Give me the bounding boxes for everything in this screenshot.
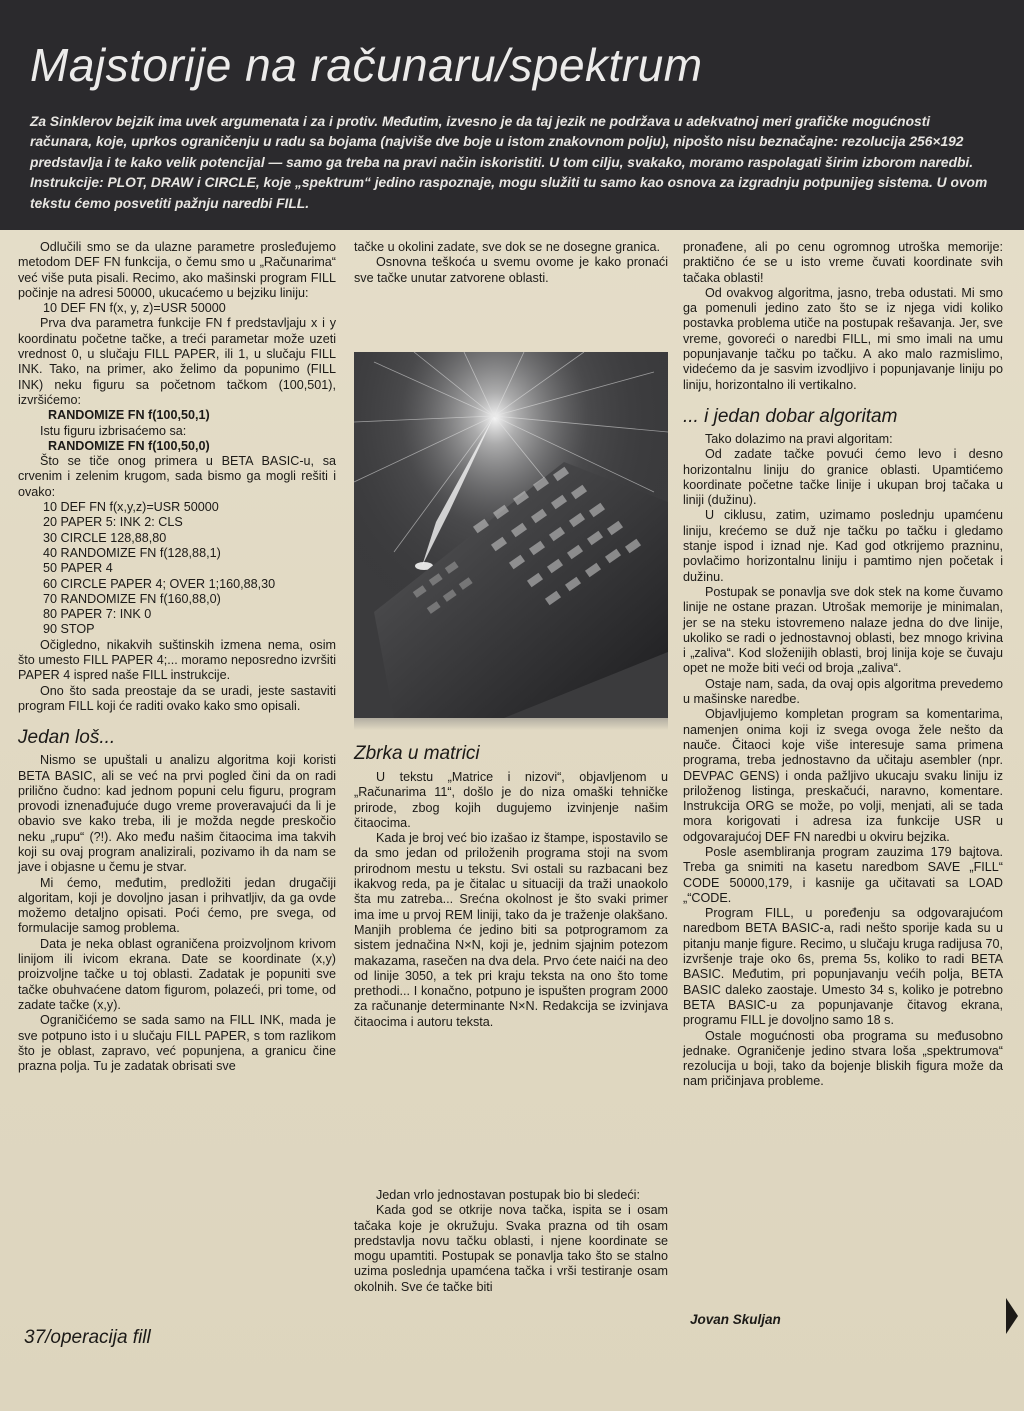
- paragraph: Prva dva parametra funkcije FN f predstavljaju x i y koordinatu početne tačke, a treći parametar može uzeti vrednost 0, u slučaju FILL PAPER, ili 1, u slučaju FILL INK. Tako, na primer, ako želimo da popunimo (FILL INK) neku figuru sa početnom tačkom (100,501), izvršićemo:: [18, 316, 336, 407]
- paragraph: pronađene, ali po cenu ogromnog utroška memorije: praktično će se u isto vreme čuvati koordinate svih tačaka oblasti!: [683, 240, 1003, 285]
- page-number: 37/operacija fill: [24, 1327, 151, 1348]
- author-signature: Jovan Skuljan: [690, 1312, 781, 1327]
- paragraph: Od zadate tačke povući ćemo levo i desno horizontalnu liniju do granice oblasti. Upamtićemo koordinate početne tačke linije i ukupan broj tačaka u liniji (dužinu).: [683, 447, 1003, 508]
- column-2-bottom: [354, 1188, 668, 1295]
- code-line: 10 DEF FN f(x, y, z)=USR 50000: [43, 301, 226, 316]
- subheading: ... i jedan dobar algoritam: [683, 405, 898, 427]
- paragraph: Data je neka oblast ograničena proizvoljnom krivom linijom ili ivicom ekrana. Date se koordinate (x,y) proizvoljne tačke u toj oblasti. Zadatak je popuniti sve tačke obuhvaćene datom figurom, polazeći, pri tome, od zadate tačke (x,y).: [18, 936, 336, 1012]
- listing-line: 10 DEF FN f(x,y,z)=USR 50000: [43, 500, 219, 515]
- paragraph: Ograničićemo se sada samo na FILL INK, mada je sve potpuno isto i u slučaju FILL PAPER, s tom razlikom što je oblast, zapravo, već popunjena, a granicu čine prazna polja. Tu je zadatak obrisati sve: [18, 1013, 336, 1074]
- paragraph: Tako dolazimo na pravi algoritam:: [705, 431, 893, 446]
- paragraph: Nismo se upuštali u analizu algoritma koji koristi BETA BASIC, ali se već na prvi pogled čini da on radi prilično čudno: kad jednom popuni celu figuru, program provodi iznenađujuće dugo vreme proveravajući da li je obavio sve kako treba, ili je možda negde preskočio neku „rupu“ (?!). Ako među našim čitaocima ima takvih koji su ovaj program analizirali, pozivamo ih da nam se jave i objasne u čemu je stvar.: [18, 753, 336, 875]
- listing-line: 60 CIRCLE PAPER 4; OVER 1;160,88,30: [43, 576, 276, 591]
- code-line: RANDOMIZE FN f(100,50,1): [48, 408, 210, 423]
- paragraph: U ciklusu, zatim, uzimamo poslednju upamćenu liniju, krećemo se duž nje tačku po tačku i gledamo stanje ispod i iznad nje. Kad god otkrijemo prazninu, povlačimo horizontalnu liniju i pamtimo njen početak i dužinu.: [683, 508, 1003, 584]
- column-2-top: [354, 240, 668, 286]
- listing-line: 50 PAPER 4: [43, 561, 113, 576]
- listing-line: 20 PAPER 5: INK 2: CLS: [43, 515, 183, 530]
- listing-line: 70 RANDOMIZE FN f(160,88,0): [43, 591, 221, 606]
- photo-edge: [354, 718, 668, 730]
- paragraph: U tekstu „Matrice i nizovi“, objavljenom u „Računarima 11“, došlo je do niza omaški tehničke prirode, zbog kojih dugujemo izvinjenje našim čitaocima.: [354, 770, 668, 830]
- paragraph: Jedan vrlo jednostavan postupak bio bi sledeći:: [376, 1188, 640, 1202]
- paragraph: Ostaje nam, sada, da ovaj opis algoritma prevedemo u mašinske naredbe.: [683, 676, 1003, 707]
- paragraph: Osnovna teškoća u svemu ovome je kako pronaći sve tačke unutar zatvorene oblasti.: [354, 255, 668, 285]
- column-1: [18, 240, 336, 1074]
- subheading: Jedan loš...: [18, 727, 116, 749]
- column-3: [683, 240, 1003, 1090]
- paragraph: Program FILL, u poređenju sa odgovarajućom naredbom BETA BASIC-a, radi nešto sporije kada su u pitanju manje figure. Recimo, u slučaju kruga radijusa 70, izvršenje traje oko 6s, prema 5s, koliko to radi BETA BASIC. Međutim, pri popunjavanju većih polja, BETA BASIC daleko zaostaje. Umesto 34 s, koliko je potrebno BETA BASIC-u za popunjavanje čitavog ekrana, programu FILL je dovoljno samo 18 s.: [683, 906, 1003, 1028]
- paragraph: Očigledno, nikakvih suštinskih izmena nema, osim što umesto FILL PAPER 4;... moramo neposredno izvršiti PAPER 4 ispred naše FILL instrukcije.: [18, 637, 336, 683]
- paragraph: Od ovakvog algoritma, jasno, treba odustati. Mi smo ga pomenuli jedino zato što se iz njega vidi koliko postavka problema utiče na postupak rešavanja. Jer, sve vreme, govoreći o naredbi FILL, mi smo imali na umu popunjavanje tačku po tačku. A ako malo razmislimo, videćemo da je sasvim izvodljivo i popunjavanje liniju po liniju, horizontalno ili vertikalno.: [683, 285, 1003, 392]
- code-line: RANDOMIZE FN f(100,50,0): [48, 438, 210, 453]
- listing-line: 90 STOP: [43, 622, 95, 637]
- paragraph: Istu figuru izbrisaćemo sa:: [40, 423, 187, 438]
- paragraph: Mi ćemo, međutim, predložiti jedan drugačiji algoritam, koji je dovoljno jasan i prihvatljiv, da ga ovde možemo detaljno opisati. Poći ćemo, pre svega, od formulacije samog problema.: [18, 875, 336, 936]
- article-title: Majstorije na računaru/spektrum: [30, 39, 703, 91]
- subheading: Zbrka u matrici: [354, 743, 480, 764]
- article-intro: Za Sinklerov bejzik ima uvek argumenata i za i protiv. Međutim, izvesno je da taj jezik ne podržava u adekvatnoj meri grafičke mogućnosti računara, koje, uprkos ograničenju u radu sa bojama (najviše dve boje u istom znakovnom polju), nipošto nisu beznačajne: rezolucija 256×192 predstavlja i te kako velik potencijal — samo ga treba na pravi način iskoristiti. U tom cilju, svakako, moramo raspolagati širim izborom naredbi. Instrukcije: PLOT, DRAW i CIRCLE, koje „spektrum“ jedino raspoznaje, mogu služiti tu samo kao osnova za izgradnju potpunijeg sistema. U ovom tekstu ćemo posvetiti pažnju naredbi FILL.: [30, 114, 988, 211]
- listing-line: 30 CIRCLE 128,88,80: [43, 530, 167, 545]
- keyboard-photo: [354, 352, 668, 718]
- paragraph: Ostale mogućnosti oba programa su međusobno jednake. Ograničenje jedino stvara loša „spektrumova“ rezolucija u boji, tako da bojenje bliskih figura može da nam pričinjava probleme.: [683, 1028, 1003, 1089]
- paragraph: Objavljujemo kompletan program sa komentarima, namenjen onima koji iz svega ovoga žele nešto da nauče. Čitaoci koje više interesuje sama primena programa, treba jednostavno da učitaju asembler (npr. DEVPAC GENS) i onda pažljivo ukucaju svaku liniju iz priloženog listinga, preskačući, naravno, komentare. Instrukcija ORG se može, po volji, menjati, ali se tada mora korigovati i adresa iza funkcije USR u odgovarajućoj DEF FN naredbi u okviru bejzika.: [683, 707, 1003, 844]
- article-header: [0, 0, 1024, 230]
- paragraph: Što se tiče onog primera u BETA BASIC-u, sa crvenim i zelenim krugom, sada bismo ga mogli rešiti i ovako:: [18, 454, 336, 499]
- paragraph: Posle asembliranja program zauzima 179 bajtova. Treba ga snimiti na kasetu naredbom SAVE „FILL“ CODE 50000,179, i kasnije ga učitavati sa LOAD „“CODE.: [683, 844, 1003, 905]
- paragraph: Odlučili smo se da ulazne parametre prosleđujemo metodom DEF FN funkcija, o čemu smo u „Računarima“ već više puta pisali. Recimo, ako mašinski program FILL počinje na adresi 50000, ukucaćemo u bejziku liniju:: [18, 240, 336, 300]
- listing-line: 40 RANDOMIZE FN f(128,88,1): [43, 545, 221, 560]
- paragraph: Postupak se ponavlja sve dok stek na kome čuvamo linije ne ostane prazan. Utrošak memorije je minimalan, jer se na steku istovremeno nalaze jedna do dve linije, ukoliko se radi o jednostavnoj oblasti, bez mnogo krivina i „zaliva“. Kod složenijih oblasti, broj linija koje se čuvaju opet ne može biti veći od broja „zaliva“.: [683, 584, 1003, 676]
- keyboard-illustration: [354, 352, 668, 718]
- paragraph: tačke u okolini zadate, sve dok se ne dosegne granica.: [354, 240, 660, 254]
- paragraph: Kada god se otkrije nova tačka, ispita se i osam tačaka koje je okružuju. Svaka prazna od tih osam predstavlja novu tačku oblasti, i njene koordinate se mogu upamtiti. Postupak se ponavlja tako što se stalno uzima poslednja upamćena tačka i vrši testiranje osam okolnih. Sve će tačke biti: [354, 1203, 668, 1294]
- next-page-arrow-icon: [1006, 1298, 1018, 1334]
- paragraph: Ono što sada preostaje da se uradi, jeste sastaviti program FILL koji će raditi ovako kako smo opisali.: [18, 683, 336, 713]
- listing-line: 80 PAPER 7: INK 0: [43, 607, 152, 622]
- column-2-middle: [354, 742, 668, 1030]
- paragraph: Kada je broj već bio izašao iz štampe, ispostavilo se da smo jedan od priloženih programa stoji na svom prirodnom mestu u tekstu. Svi ostali su razbacani bez ikakvog reda, pa je čitalac u situaciji da traži unaokolo šta mu zatreba... Srećna okolnost je što svaki primer ima ime u prvoj REM liniji, tako da je traženje olakšano. Manjih problema će jedino biti sa potprogramom za sistem jednačina N×N, koji je, jednim sjajnim potezom makazama, rasečen na dva dela. Prvo ćete naići na deo od linije 3050, a tek pri kraju teksta na ono što tome prethodi... I konačno, potpuno je ispušten program 2000 za računanje determinante N×N. Redakcija se izvinjava čitaocima i autoru teksta.: [354, 831, 668, 1029]
